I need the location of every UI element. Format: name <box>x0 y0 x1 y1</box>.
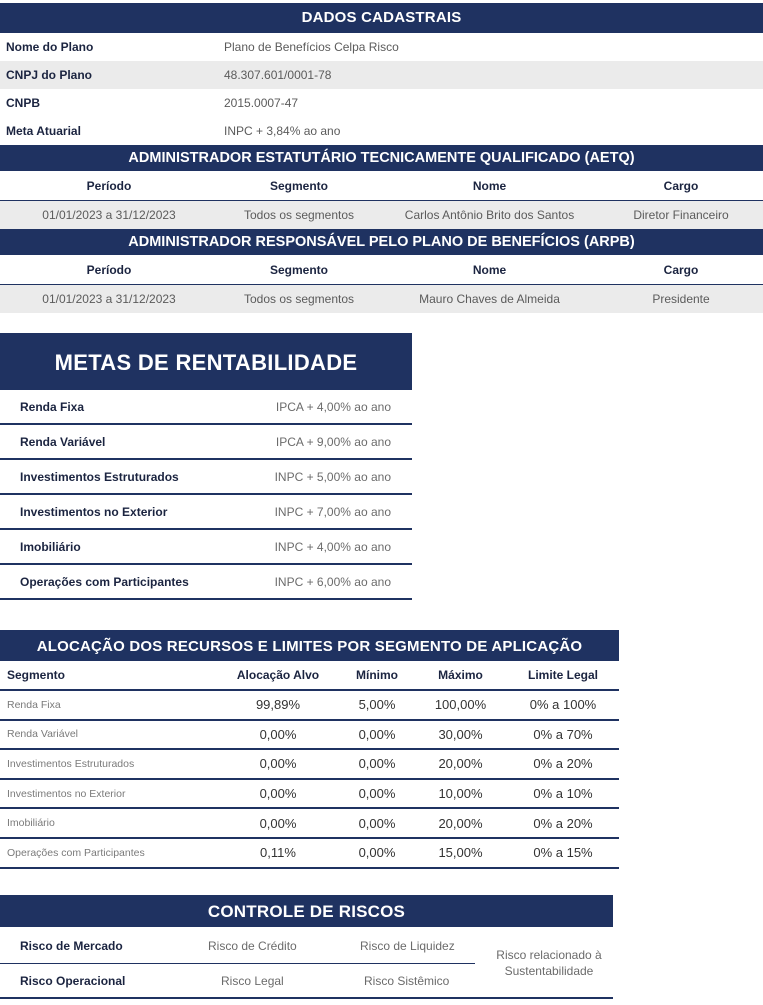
table-cell: 15,00% <box>438 845 483 861</box>
table-row <box>0 750 619 780</box>
segment-cell: Renda Fixa <box>7 698 61 711</box>
aetq-title: ADMINISTRADOR ESTATUTÁRIO TECNICAMENTE QUALIFICADO (AETQ) <box>0 145 763 171</box>
table-row <box>0 839 619 869</box>
table-row <box>0 809 619 839</box>
segment-cell: Imobiliário <box>7 817 55 830</box>
risco-operacional: Risco Operacional <box>20 974 126 988</box>
meta-label: Imobiliário <box>20 539 81 554</box>
info-value: INPC + 3,84% ao ano <box>224 124 341 138</box>
table-cell: 0,00% <box>259 726 297 742</box>
table-cell: 0,00% <box>259 815 297 831</box>
column-header: Período <box>86 262 132 277</box>
table-cell: Todos os segmentos <box>243 208 355 222</box>
info-row-nome-plano <box>0 33 763 61</box>
meta-label: Renda Fixa <box>20 399 85 414</box>
table-cell: 0,00% <box>259 756 297 772</box>
meta-value: IPCA + 4,00% ao ano <box>275 399 391 414</box>
meta-label: Investimentos no Exterior <box>20 504 168 519</box>
segment-cell: Investimentos Estruturados <box>7 757 135 770</box>
metas-title: METAS DE RENTABILIDADE <box>0 333 412 390</box>
column-header: Nome <box>472 262 507 277</box>
aetq-header-row <box>0 171 763 201</box>
column-header: Segmento <box>269 178 328 193</box>
info-label: Meta Atuarial <box>6 124 81 138</box>
table-cell: 0,00% <box>358 815 396 831</box>
aetq-data-row <box>0 201 763 229</box>
info-row-cnpj <box>0 61 763 89</box>
arpb-data-row <box>0 285 763 313</box>
info-label: CNPJ do Plano <box>6 68 93 82</box>
table-cell: 20,00% <box>438 815 483 831</box>
meta-value: INPC + 4,00% ao ano <box>274 539 391 554</box>
table-cell: 0% a 100% <box>529 697 597 713</box>
column-header: Segmento <box>7 668 66 682</box>
risco-liquidez: Risco de Liquidez <box>360 939 455 953</box>
alocacao-section <box>0 630 619 869</box>
risco-credito: Risco de Crédito <box>208 939 297 953</box>
table-cell: 0% a 10% <box>533 786 593 802</box>
meta-label: Renda Variável <box>20 434 106 449</box>
table-cell: Presidente <box>652 292 710 306</box>
table-cell: Carlos Antônio Brito dos Santos <box>404 208 575 222</box>
table-cell: 5,00% <box>358 697 396 713</box>
column-header: Máximo <box>438 668 483 682</box>
table-cell: Todos os segmentos <box>243 292 355 306</box>
info-value: 48.307.601/0001-78 <box>224 68 332 82</box>
table-cell: Mauro Chaves de Almeida <box>419 292 560 306</box>
table-cell: 20,00% <box>438 756 483 772</box>
dados-cadastrais-section <box>0 3 763 313</box>
table-row <box>0 780 619 810</box>
column-header: Alocação Alvo <box>236 668 320 682</box>
table-cell: 01/01/2023 a 31/12/2023 <box>42 208 176 222</box>
info-row-meta-atuarial <box>0 117 763 145</box>
riscos-title: CONTROLE DE RISCOS <box>0 895 613 927</box>
meta-value: INPC + 5,00% ao ano <box>274 469 391 484</box>
segment-cell: Renda Variável <box>7 728 79 741</box>
column-header: Mínimo <box>356 668 398 682</box>
column-header: Cargo <box>663 262 699 277</box>
meta-row <box>0 460 412 495</box>
alocacao-title: ALOCAÇÃO DOS RECURSOS E LIMITES POR SEGMENTO DE APLICAÇÃO <box>0 630 619 661</box>
divider <box>0 997 613 999</box>
controle-riscos-section <box>0 895 613 1003</box>
meta-row <box>0 530 412 565</box>
column-header: Período <box>86 178 132 193</box>
column-header: Nome <box>472 178 507 193</box>
column-header: Segmento <box>269 262 328 277</box>
risco-sustentabilidade-line1: Risco relacionado à <box>496 948 602 962</box>
alocacao-header-row <box>0 661 619 691</box>
arpb-title: ADMINISTRADOR RESPONSÁVEL PELO PLANO DE BENEFÍCIOS (ARPB) <box>0 229 763 255</box>
info-label: Nome do Plano <box>6 40 94 54</box>
info-value: 2015.0007-47 <box>224 96 299 110</box>
table-cell: 0,11% <box>260 845 296 861</box>
table-cell: Diretor Financeiro <box>633 208 729 222</box>
meta-row <box>0 565 412 600</box>
risco-mercado: Risco de Mercado <box>20 939 123 953</box>
segment-cell: Investimentos no Exterior <box>7 787 126 800</box>
column-header: Cargo <box>663 178 699 193</box>
table-cell: 0,00% <box>358 756 396 772</box>
meta-value: INPC + 6,00% ao ano <box>274 574 391 589</box>
meta-row <box>0 495 412 530</box>
divider <box>0 963 475 964</box>
table-cell: 0% a 15% <box>533 845 593 861</box>
table-cell: 0% a 70% <box>533 726 593 742</box>
meta-label: Investimentos Estruturados <box>20 469 179 484</box>
risco-sustentabilidade-line2: Sustentabilidade <box>504 964 594 978</box>
table-cell: 0,00% <box>358 786 396 802</box>
table-cell: 10,00% <box>438 786 483 802</box>
segment-cell: Operações com Participantes <box>7 846 145 859</box>
meta-value: IPCA + 9,00% ao ano <box>275 434 391 449</box>
table-row <box>0 691 619 721</box>
table-cell: 30,00% <box>438 726 483 742</box>
info-label: CNPB <box>6 96 41 110</box>
table-cell: 0,00% <box>259 786 297 802</box>
table-cell: 0% a 20% <box>533 756 593 772</box>
table-cell: 99,89% <box>255 697 301 713</box>
table-row <box>0 721 619 751</box>
table-cell: 0% a 20% <box>533 815 593 831</box>
risco-sustentabilidade <box>479 947 619 979</box>
meta-label: Operações com Participantes <box>20 574 189 589</box>
arpb-header-row <box>0 255 763 285</box>
info-value: Plano de Benefícios Celpa Risco <box>224 40 399 54</box>
metas-rentabilidade-section <box>0 333 412 600</box>
table-cell: 0,00% <box>358 845 396 861</box>
meta-value: INPC + 7,00% ao ano <box>274 504 391 519</box>
table-cell: 01/01/2023 a 31/12/2023 <box>42 292 176 306</box>
meta-row <box>0 390 412 425</box>
table-cell: 100,00% <box>434 697 487 713</box>
risco-sistemico: Risco Sistêmico <box>364 974 450 988</box>
riscos-body <box>0 927 613 1001</box>
risco-legal: Risco Legal <box>221 974 284 988</box>
table-cell: 0,00% <box>358 726 396 742</box>
dados-cadastrais-title: DADOS CADASTRAIS <box>0 3 763 33</box>
info-row-cnpb <box>0 89 763 117</box>
meta-row <box>0 425 412 460</box>
column-header: Limite Legal <box>527 668 598 682</box>
